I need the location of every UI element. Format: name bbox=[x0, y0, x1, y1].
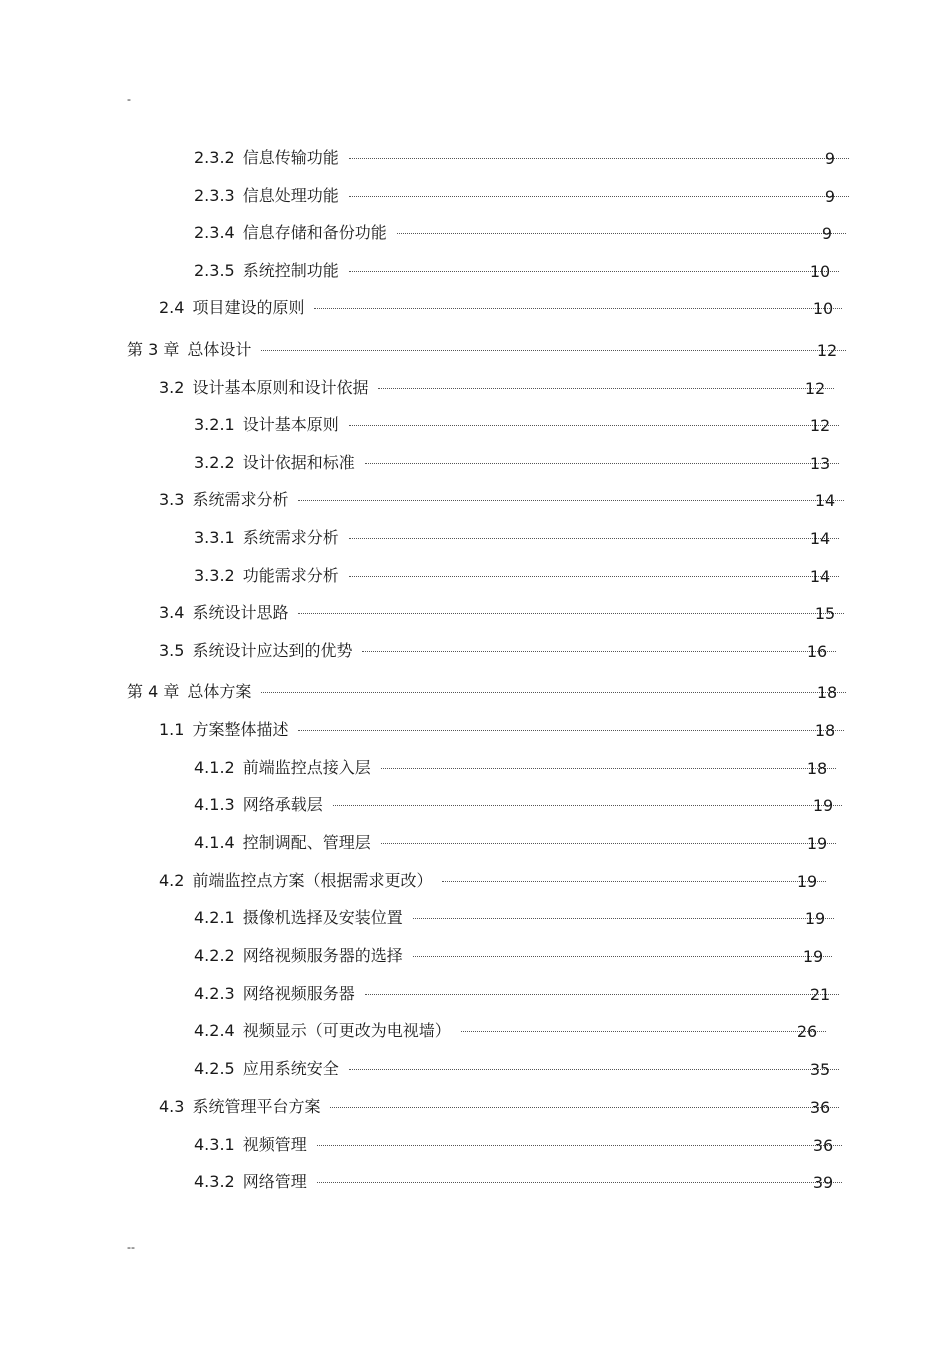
toc-entry-number: 3.3 bbox=[159, 490, 185, 509]
toc-entry[interactable] bbox=[159, 869, 822, 893]
toc-entry-number: 3.2 bbox=[159, 378, 185, 397]
toc-entry-page-number: 13 bbox=[809, 454, 831, 473]
toc-entry-title: 前端监控点方案（根据需求更改） bbox=[192, 871, 433, 890]
toc-entry-page-number: 21 bbox=[809, 985, 831, 1004]
dot-leader bbox=[362, 651, 836, 652]
toc-entry-number: 3.2.2 bbox=[194, 453, 235, 472]
toc-entry-number: 第 3 章 bbox=[127, 340, 180, 359]
toc-entry-title: 控制调配、管理层 bbox=[242, 833, 371, 852]
dot-leader bbox=[349, 576, 839, 577]
toc-entry[interactable] bbox=[159, 1095, 835, 1119]
toc-entry-number: 第 4 章 bbox=[127, 682, 180, 701]
toc-entry-page-number: 10 bbox=[809, 262, 831, 281]
bottom-page-mark: -- bbox=[127, 1240, 135, 1254]
dot-leader bbox=[349, 538, 839, 539]
dot-leader bbox=[413, 956, 832, 957]
toc-entry-number: 3.3.1 bbox=[194, 528, 235, 547]
toc-entry-page-number: 12 bbox=[804, 379, 826, 398]
toc-entry-page-number: 9 bbox=[821, 224, 833, 243]
toc-entry[interactable] bbox=[194, 221, 842, 245]
toc-entry-number: 2.3.5 bbox=[194, 261, 235, 280]
toc-entry-title: 总体设计 bbox=[187, 340, 252, 359]
dot-leader bbox=[333, 805, 842, 806]
toc-entry[interactable] bbox=[159, 601, 840, 625]
toc-entry[interactable] bbox=[194, 451, 835, 475]
toc-entry-title: 系统管理平台方案 bbox=[192, 1097, 321, 1116]
toc-entry-title: 网络视频服务器 bbox=[242, 984, 355, 1003]
toc-entry[interactable] bbox=[194, 1057, 835, 1081]
toc-entry-number: 4.2 bbox=[159, 871, 185, 890]
toc-entry-title: 信息存储和备份功能 bbox=[242, 223, 387, 242]
toc-entry-page-number: 10 bbox=[812, 299, 834, 318]
toc-entry-number: 4.1.2 bbox=[194, 758, 235, 777]
dot-leader bbox=[317, 1182, 842, 1183]
toc-entry[interactable] bbox=[194, 1133, 838, 1157]
toc-entry[interactable] bbox=[194, 756, 832, 780]
toc-entry-number: 4.3.2 bbox=[194, 1172, 235, 1191]
toc-entry-title: 信息传输功能 bbox=[242, 148, 339, 167]
toc-entry-number: 4.1.4 bbox=[194, 833, 235, 852]
toc-entry[interactable] bbox=[194, 526, 835, 550]
toc-entry-page-number: 18 bbox=[806, 759, 828, 778]
toc-entry-title: 系统设计思路 bbox=[192, 603, 289, 622]
toc-entry-page-number: 19 bbox=[804, 909, 826, 928]
toc-entry[interactable] bbox=[127, 338, 842, 362]
toc-entry-number: 1.1 bbox=[159, 720, 185, 739]
toc-entry-title: 系统控制功能 bbox=[242, 261, 339, 280]
toc-entry-number: 3.2.1 bbox=[194, 415, 235, 434]
toc-entry-number: 4.2.1 bbox=[194, 908, 235, 927]
toc-entry-title: 摄像机选择及安装位置 bbox=[242, 908, 403, 927]
toc-entry-title: 系统需求分析 bbox=[192, 490, 289, 509]
dot-leader bbox=[317, 1145, 842, 1146]
toc-entry[interactable] bbox=[194, 564, 835, 588]
toc-entry[interactable] bbox=[127, 680, 842, 704]
toc-entry-number: 4.2.2 bbox=[194, 946, 235, 965]
dot-leader bbox=[298, 730, 844, 731]
toc-entry[interactable] bbox=[194, 906, 830, 930]
toc-entry-number: 4.1.3 bbox=[194, 795, 235, 814]
dot-leader bbox=[349, 196, 849, 197]
toc-entry-title: 前端监控点接入层 bbox=[242, 758, 371, 777]
toc-entry-page-number: 9 bbox=[824, 149, 836, 168]
toc-entry-page-number: 36 bbox=[809, 1098, 831, 1117]
toc-entry-page-number: 26 bbox=[796, 1022, 818, 1041]
dot-leader bbox=[261, 692, 846, 693]
toc-entry[interactable] bbox=[159, 718, 840, 742]
toc-entry-title: 设计依据和标准 bbox=[242, 453, 355, 472]
toc-entry-title: 方案整体描述 bbox=[192, 720, 289, 739]
dot-leader bbox=[442, 881, 826, 882]
toc-entry-page-number: 19 bbox=[796, 872, 818, 891]
dot-leader bbox=[349, 271, 839, 272]
toc-entry-number: 2.3.3 bbox=[194, 186, 235, 205]
toc-entry-title: 系统设计应达到的优势 bbox=[192, 641, 353, 660]
toc-entry-page-number: 14 bbox=[814, 491, 836, 510]
toc-entry-title: 视频管理 bbox=[242, 1135, 307, 1154]
toc-entry-page-number: 14 bbox=[809, 567, 831, 586]
toc-entry-page-number: 12 bbox=[809, 416, 831, 435]
toc-entry[interactable] bbox=[194, 793, 838, 817]
dot-leader bbox=[330, 1107, 839, 1108]
toc-entry-title: 信息处理功能 bbox=[242, 186, 339, 205]
toc-entry-title: 网络承载层 bbox=[242, 795, 323, 814]
toc-entry[interactable] bbox=[194, 1019, 822, 1043]
toc-entry-page-number: 9 bbox=[824, 187, 836, 206]
toc-entry-title: 应用系统安全 bbox=[242, 1059, 339, 1078]
toc-entry-page-number: 35 bbox=[809, 1060, 831, 1079]
toc-entry-page-number: 18 bbox=[816, 683, 838, 702]
dot-leader bbox=[381, 843, 836, 844]
toc-entry-title: 设计基本原则和设计依据 bbox=[192, 378, 369, 397]
toc-entry-page-number: 19 bbox=[802, 947, 824, 966]
toc-entry[interactable] bbox=[159, 639, 832, 663]
toc-entry[interactable] bbox=[194, 184, 845, 208]
toc-entry-page-number: 14 bbox=[809, 529, 831, 548]
dot-leader bbox=[461, 1031, 826, 1032]
toc-entry-title: 视频显示（可更改为电视墙） bbox=[242, 1021, 451, 1040]
toc-entry-page-number: 39 bbox=[812, 1173, 834, 1192]
dot-leader bbox=[365, 463, 839, 464]
dot-leader bbox=[349, 158, 849, 159]
toc-entry-title: 网络视频服务器的选择 bbox=[242, 946, 403, 965]
toc-entry-number: 4.3 bbox=[159, 1097, 185, 1116]
toc-entry[interactable] bbox=[194, 982, 835, 1006]
dot-leader bbox=[378, 388, 834, 389]
toc-entry-page-number: 15 bbox=[814, 604, 836, 623]
toc-entry-page-number: 19 bbox=[806, 834, 828, 853]
toc-entry-title: 项目建设的原则 bbox=[192, 298, 305, 317]
toc-entry-number: 4.2.3 bbox=[194, 984, 235, 1003]
toc-entry-number: 4.2.5 bbox=[194, 1059, 235, 1078]
dot-leader bbox=[298, 500, 844, 501]
dot-leader bbox=[381, 768, 836, 769]
toc-entry[interactable] bbox=[194, 259, 835, 283]
toc-entry-number: 2.3.4 bbox=[194, 223, 235, 242]
toc-entry-page-number: 36 bbox=[812, 1136, 834, 1155]
toc-entry[interactable] bbox=[194, 1170, 838, 1194]
toc-entry-number: 2.3.2 bbox=[194, 148, 235, 167]
toc-entry-page-number: 18 bbox=[814, 721, 836, 740]
toc-entry[interactable] bbox=[194, 146, 845, 170]
toc-entry-page-number: 19 bbox=[812, 796, 834, 815]
toc-entry[interactable] bbox=[194, 944, 828, 968]
toc-entry-title: 网络管理 bbox=[242, 1172, 307, 1191]
dot-leader bbox=[298, 613, 844, 614]
toc-entry[interactable] bbox=[159, 376, 830, 400]
dot-leader bbox=[349, 1069, 839, 1070]
toc-entry-page-number: 12 bbox=[816, 341, 838, 360]
dot-leader bbox=[397, 233, 846, 234]
dot-leader bbox=[413, 918, 834, 919]
toc-entry[interactable] bbox=[194, 413, 835, 437]
toc-entry-title: 功能需求分析 bbox=[242, 566, 339, 585]
toc-entry-number: 3.4 bbox=[159, 603, 185, 622]
toc-entry-number: 4.2.4 bbox=[194, 1021, 235, 1040]
toc-entry[interactable] bbox=[159, 488, 840, 512]
dot-leader bbox=[314, 308, 842, 309]
dot-leader bbox=[261, 350, 846, 351]
toc-entry-title: 系统需求分析 bbox=[242, 528, 339, 547]
top-page-mark: - bbox=[127, 92, 131, 106]
toc-entry-title: 总体方案 bbox=[187, 682, 252, 701]
dot-leader bbox=[365, 994, 839, 995]
dot-leader bbox=[349, 425, 839, 426]
toc-entry[interactable] bbox=[159, 296, 838, 320]
toc-entry-page-number: 16 bbox=[806, 642, 828, 661]
toc-entry-number: 3.5 bbox=[159, 641, 185, 660]
toc-entry-number: 3.3.2 bbox=[194, 566, 235, 585]
toc-entry-number: 2.4 bbox=[159, 298, 185, 317]
toc-entry-number: 4.3.1 bbox=[194, 1135, 235, 1154]
toc-entry[interactable] bbox=[194, 831, 832, 855]
toc-entry-title: 设计基本原则 bbox=[242, 415, 339, 434]
